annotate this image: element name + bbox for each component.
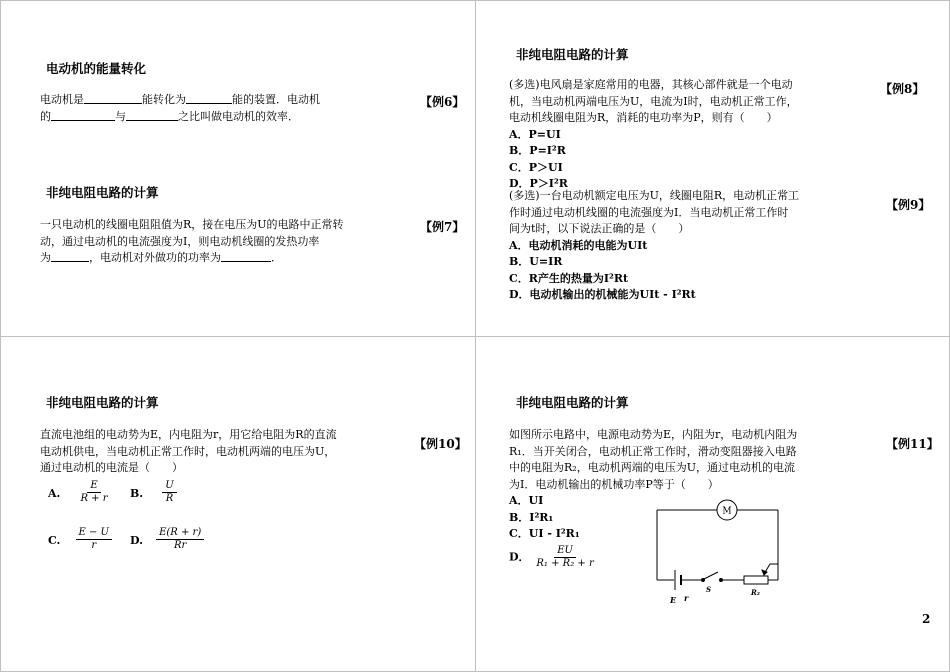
q8-line: (多选)电风扇是家庭常用的电器，其核心部件就是一个电动	[509, 78, 793, 91]
q9-option-d: D．电动机输出的机械能为UIt - I²Rt	[509, 288, 696, 301]
q7-line: 动，通过电动机的电流强度为I，则电动机线圈的发热功率	[40, 234, 320, 248]
example-tag-10: 【例10】	[414, 437, 467, 451]
section-title: 非纯电阻电路的计算	[46, 185, 159, 200]
q10-option-b	[130, 480, 177, 505]
example-tag-7: 【例7】	[420, 220, 465, 234]
switch-contact	[720, 579, 723, 582]
fraction	[162, 480, 176, 505]
example-tag-9: 【例9】	[886, 198, 931, 212]
example-tag-6: 【例6】	[420, 95, 465, 109]
q6-text: 的	[40, 109, 51, 123]
q9-line: 作时通过电动机线圈的电流强度为I．当电动机正常工作时	[509, 205, 789, 219]
option-label: B.	[130, 487, 144, 500]
q11-option-a: A．UI	[509, 494, 544, 507]
q8-option-a: A．P=UI	[509, 127, 561, 141]
rheostat-body	[744, 576, 768, 584]
answer-blank	[221, 250, 271, 262]
q9-line: (多选)一台电动机额定电压为U，线圈电阻R，电动机正常工	[509, 189, 800, 202]
q11-line: 如图所示电路中，电源电动势为E，内阻为r，电动机内阻为	[509, 428, 798, 441]
fraction-denominator: R + r	[80, 493, 108, 504]
fraction-numerator: E	[87, 480, 100, 493]
fraction-numerator: EU	[554, 545, 576, 558]
question-9	[509, 188, 854, 304]
section-title: 电动机的能量转化	[46, 61, 147, 76]
circuit-diagram	[650, 495, 790, 607]
motor-label: M	[722, 506, 732, 517]
q6-text: 能转化为	[142, 93, 186, 106]
answer-blank	[51, 250, 89, 262]
fraction-denominator: Rr	[174, 540, 187, 551]
example-tag-8: 【例8】	[880, 82, 925, 96]
q11-line: R₁．当开关闭合，电动机正常工作时，滑动变阻器接入电路	[509, 444, 797, 458]
q10-option-d	[130, 527, 204, 552]
emf-label: E	[670, 595, 677, 605]
fraction-numerator: E(R + r)	[156, 527, 204, 540]
q11-option-b: B．I²R₁	[509, 510, 554, 524]
q10-line: 通过电动机的电流是（ ）	[40, 461, 183, 474]
fraction-numerator: E − U	[76, 527, 112, 540]
fraction	[533, 545, 596, 570]
fraction-numerator: U	[162, 480, 176, 493]
q9-option-a: A．电动机消耗的电能为UIt	[509, 238, 648, 252]
page-number: 2	[922, 612, 931, 626]
fraction	[76, 527, 112, 552]
switch-lever	[704, 572, 718, 579]
q10-option-a	[48, 480, 111, 505]
q7-text: ，电动机对外做功的功率为	[89, 251, 221, 264]
option-label: D．	[509, 550, 530, 563]
q8-option-d: D．P＞I²R	[509, 177, 568, 190]
section-title: 非纯电阻电路的计算	[516, 395, 629, 410]
example-tag-11: 【例11】	[886, 437, 939, 451]
q10-line: 电动机供电，当电动机正常工作时，电动机两端的电压为U，	[40, 444, 336, 458]
q6-text: 电动机是	[40, 93, 84, 106]
q10-line: 直流电池组的电动势为E，内电阻为r，用它给电阻为R的直流	[40, 428, 337, 441]
q6-text: 之比叫做电动机的效率．	[178, 109, 299, 123]
option-label: A.	[48, 487, 61, 500]
q9-option-b: B．U=IR	[509, 255, 563, 268]
section-title: 非纯电阻电路的计算	[516, 47, 629, 62]
fraction-denominator: R	[165, 493, 174, 504]
q11-line: 为I．电动机输出的机械功率P等于（ ）	[509, 477, 719, 491]
fraction-denominator: R₁ + R₂ + r	[536, 557, 594, 569]
fraction-denominator: r	[91, 540, 97, 551]
question-10	[40, 427, 400, 477]
switch-label: S	[706, 585, 712, 594]
q10-option-c	[48, 527, 112, 552]
answer-blank	[126, 109, 178, 121]
q8-line: 电动机线圈电阻为R，消耗的电功率为P，则有（ ）	[509, 111, 778, 124]
q7-line: 一只电动机的线圈电阻阻值为R，接在电压为U的电路中正常转	[40, 218, 344, 231]
fraction	[156, 527, 204, 552]
q7-text: 为	[40, 251, 51, 264]
q9-option-c: C．R产生的热量为I²Rt	[509, 271, 629, 285]
option-label: C.	[48, 534, 61, 547]
question-7	[40, 217, 400, 267]
question-8	[509, 77, 854, 193]
question-6	[40, 92, 380, 125]
q11-option-c: C．UI - I²R₁	[509, 527, 580, 540]
internal-resistance-label: r	[684, 593, 689, 603]
fraction	[77, 480, 110, 505]
q7-text: ．	[271, 251, 282, 264]
answer-blank	[51, 109, 115, 121]
option-label: D.	[130, 534, 143, 547]
section-title: 非纯电阻电路的计算	[46, 395, 159, 410]
q6-text: 与	[115, 109, 126, 123]
rheostat-label: R₂	[751, 588, 760, 597]
q8-option-c: C．P＞UI	[509, 160, 563, 174]
q6-text: 能的装置．电动机	[232, 93, 320, 106]
q11-line: 中的电阻为R₂，电动机两端的电压为U，通过电动机的电流	[509, 461, 795, 474]
slide-panel-1	[0, 0, 476, 337]
answer-blank	[186, 92, 232, 104]
answer-blank	[84, 92, 142, 104]
q9-line: 间为t时，以下说法正确的是（ ）	[509, 222, 690, 235]
q8-line: 机，当电动机两端电压为U，电流为I时，电动机正常工作，	[509, 94, 798, 108]
q8-option-b: B．P=I²R	[509, 144, 566, 157]
